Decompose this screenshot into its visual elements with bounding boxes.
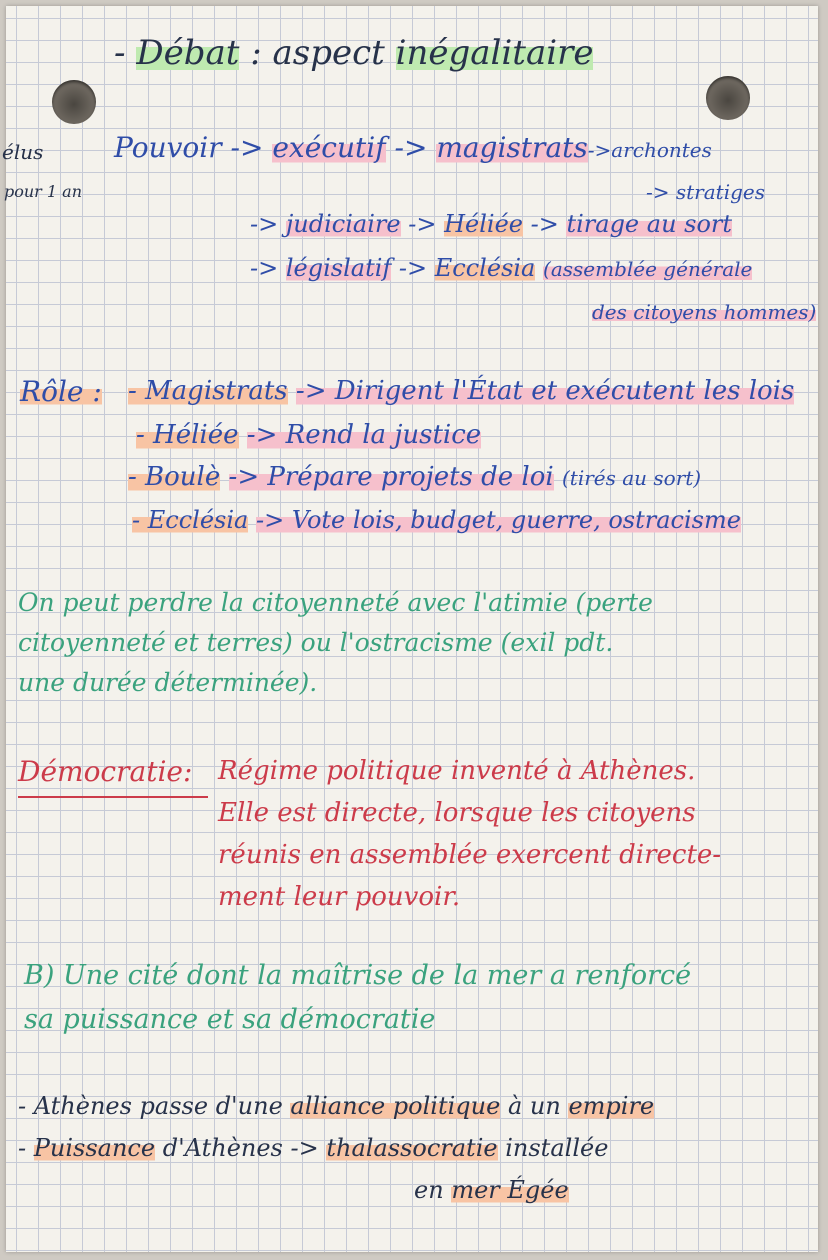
pouvoir-heliee: Héliée	[444, 210, 523, 238]
role-label: Rôle :	[20, 375, 102, 408]
role-row-heliee	[136, 422, 481, 448]
arrow: ->	[394, 131, 428, 164]
pouvoir-archontes: archontes	[611, 138, 712, 162]
pouvoir-assemblee: (assemblée générale	[543, 257, 753, 281]
democratie-line1: Régime politique inventé à Athènes.	[218, 756, 696, 786]
democratie-underline	[18, 796, 208, 798]
judiciaire-line	[250, 212, 732, 236]
arrow: ->	[530, 210, 559, 238]
punch-hole-right	[706, 76, 750, 120]
bullet-alliance	[18, 1094, 654, 1118]
margin-note-line1: élus	[2, 140, 44, 164]
role-desc: -> Prépare projets de loi	[228, 462, 554, 492]
green-note-line2: citoyenneté et terres) ou l'ostracisme (exil pdt.	[18, 628, 614, 657]
role-desc: -> Dirigent l'État et exécutent les lois	[295, 376, 795, 406]
arrow: ->	[398, 254, 428, 282]
pouvoir-judiciaire: judiciaire	[285, 210, 401, 238]
bullet-text: -	[18, 1134, 27, 1162]
header-debat: Débat	[136, 33, 240, 73]
role-row-ecclesia	[132, 508, 741, 532]
pouvoir-ecclesia: Ecclésia	[434, 254, 536, 282]
democratie-line3: réunis en assemblée exercent directe-	[218, 840, 722, 870]
role-name: - Magistrats	[128, 376, 288, 406]
section-b-line1: B) Une cité dont la maîtrise de la mer a renforcé	[24, 960, 692, 991]
pouvoir-label: Pouvoir	[114, 131, 222, 164]
bullet-text: à un	[507, 1092, 561, 1120]
role-note: (tirés au sort)	[561, 466, 702, 490]
pouvoir-stratiges: -> stratiges	[646, 180, 765, 204]
pouvoir-executif: exécutif	[272, 131, 386, 164]
green-note-line1: On peut perdre la citoyenneté avec l'atimie (perte	[18, 588, 653, 617]
green-note-line3: une durée déterminée).	[18, 668, 318, 697]
header-line	[114, 33, 594, 73]
pouvoir-tirage: tirage au sort	[566, 210, 733, 238]
bullet-mer-egee	[414, 1178, 569, 1202]
punch-hole-left	[52, 80, 96, 124]
role-row-magistrats	[128, 378, 794, 404]
role-desc: -> Vote lois, budget, guerre, ostracisme	[255, 506, 741, 534]
section-b-line2: sa puissance et sa démocratie	[24, 1004, 436, 1035]
arrow: ->	[230, 131, 264, 164]
role-name: - Héliée	[136, 420, 239, 450]
role-name: - Ecclésia	[132, 506, 249, 534]
role-name: - Boulè	[128, 462, 221, 492]
arrow: ->	[250, 210, 279, 238]
bullet-highlight: alliance politique	[290, 1092, 501, 1120]
bullet-text: en	[414, 1176, 444, 1204]
pouvoir-legislatif: législatif	[285, 254, 392, 282]
bullet-highlight: Puissance	[33, 1134, 156, 1162]
arrow: ->	[250, 254, 279, 282]
pouvoir-line	[114, 131, 712, 164]
democratie-line4: ment leur pouvoir.	[218, 882, 461, 912]
pouvoir-citoyens: des citoyens hommes)	[592, 300, 817, 324]
arrow: ->	[587, 138, 612, 162]
header-dash: -	[114, 33, 126, 73]
role-row-boule	[128, 464, 701, 490]
bullet-highlight: thalassocratie	[326, 1134, 498, 1162]
bullet-puissance	[18, 1136, 608, 1160]
democratie-term	[18, 755, 193, 788]
bullet-highlight: empire	[568, 1092, 655, 1120]
democratie-term-text: Démocratie	[18, 755, 183, 788]
index-card	[2, 6, 818, 1252]
bullet-text: d'Athènes ->	[162, 1134, 319, 1162]
legislatif-line	[250, 256, 752, 280]
margin-note-line2: pour 1 an	[4, 182, 83, 201]
bullet-text: - Athènes passe d'une	[18, 1092, 283, 1120]
pouvoir-magistrats: magistrats	[436, 131, 588, 164]
bullet-text: installée	[505, 1134, 609, 1162]
arrow: ->	[408, 210, 437, 238]
bullet-highlight: mer Égée	[451, 1176, 569, 1204]
header-rest: : aspect	[250, 33, 385, 73]
role-desc: -> Rend la justice	[246, 420, 482, 450]
democratie-colon: :	[182, 755, 193, 788]
header-inegalitaire: inégalitaire	[395, 33, 594, 73]
democratie-line2: Elle est directe, lorsque les citoyens	[218, 798, 696, 828]
